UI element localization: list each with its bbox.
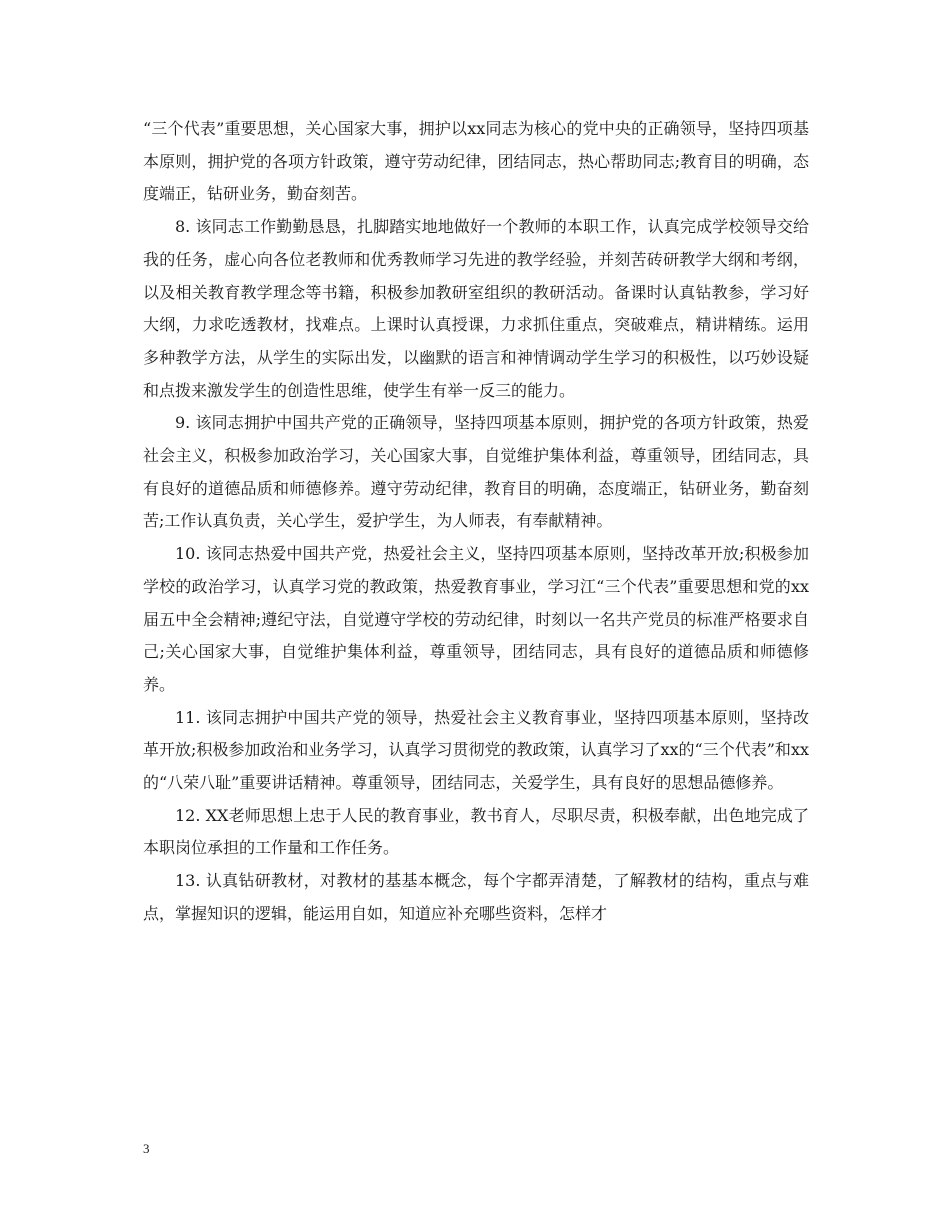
document-body: [143, 113, 809, 931]
paragraph-item-11: 11. 该同志拥护中国共产党的领导，热爱社会主义教育事业，坚持四项基本原则，坚持改革开放;积极参加政治和业务学习，认真学习贯彻党的教政策，认真学习了xx的“三个代表”和xx的“八荣八耻”重要讲话精神。尊重领导，团结同志，关爱学生，具有良好的思想品德修养。: [143, 707, 809, 793]
page-number: 3: [143, 1141, 150, 1156]
paragraph-item-13: 13. 认真钻研教材，对教材的基基本概念，每个字都弄清楚，了解教材的结构，重点与难点，掌握知识的逻辑，能运用自如，知道应补充哪些资料，怎样才: [143, 871, 809, 923]
paragraph-item-8: 8. 该同志工作勤勤恳恳，扎脚踏实地地做好一个教师的本职工作，认真完成学校领导交给我的任务，虚心向各位老教师和优秀教师学习先进的教学经验，并刻苦砖研教学大纲和考纲，以及相关教育教学理念等书籍，积极参加教研室组织的教研活动。备课时认真钻教参，学习好大纲，力求吃透教材，找难点。上课时认真授课，力求抓住重点，突破难点，精讲精练。运用多种教学方法，从学生的实际出发，以幽默的语言和神情调动学生学习的积极性，以巧妙设疑和点拨来激发学生的创造性思维，使学生有举一反三的能力。: [143, 217, 809, 400]
paragraph-item-9: 9. 该同志拥护中国共产党的正确领导，坚持四项基本原则，拥护党的各项方针政策，热爱社会主义，积极参加政治学习，关心国家大事，自觉维护集体利益，尊重领导，团结同志，具有良好的道德品质和师德修养。遵守劳动纪律，教育目的明确，态度端正，钻研业务，勤奋刻苦;工作认真负责，关心学生，爱护学生，为人师表，有奉献精神。: [143, 413, 809, 531]
paragraph-continuation: “三个代表”重要思想，关心国家大事，拥护以xx同志为核心的党中央的正确领导，坚持四项基本原则，拥护党的各项方针政策，遵守劳动纪律，团结同志，热心帮助同志;教育目的明确，态度端正，钻研业务，勤奋刻苦。: [143, 119, 809, 204]
paragraph-item-10: 10. 该同志热爱中国共产党，热爱社会主义，坚持四项基本原则，坚持改革开放;积极参加学校的政治学习，认真学习党的教政策，热爱教育事业，学习江“三个代表”重要思想和党的xx届五中全会精神;遵纪守法，自觉遵守学校的劳动纪律，时刻以一名共产党员的标准严格要求自己;关心国家大事，自觉维护集体利益，尊重领导，团结同志，具有良好的道德品质和师德修养。: [143, 544, 809, 694]
paragraph-item-12: 12. XX老师思想上忠于人民的教育事业，教书育人，尽职尽责，积极奉献，出色地完成了本职岗位承担的工作量和工作任务。: [143, 805, 809, 858]
